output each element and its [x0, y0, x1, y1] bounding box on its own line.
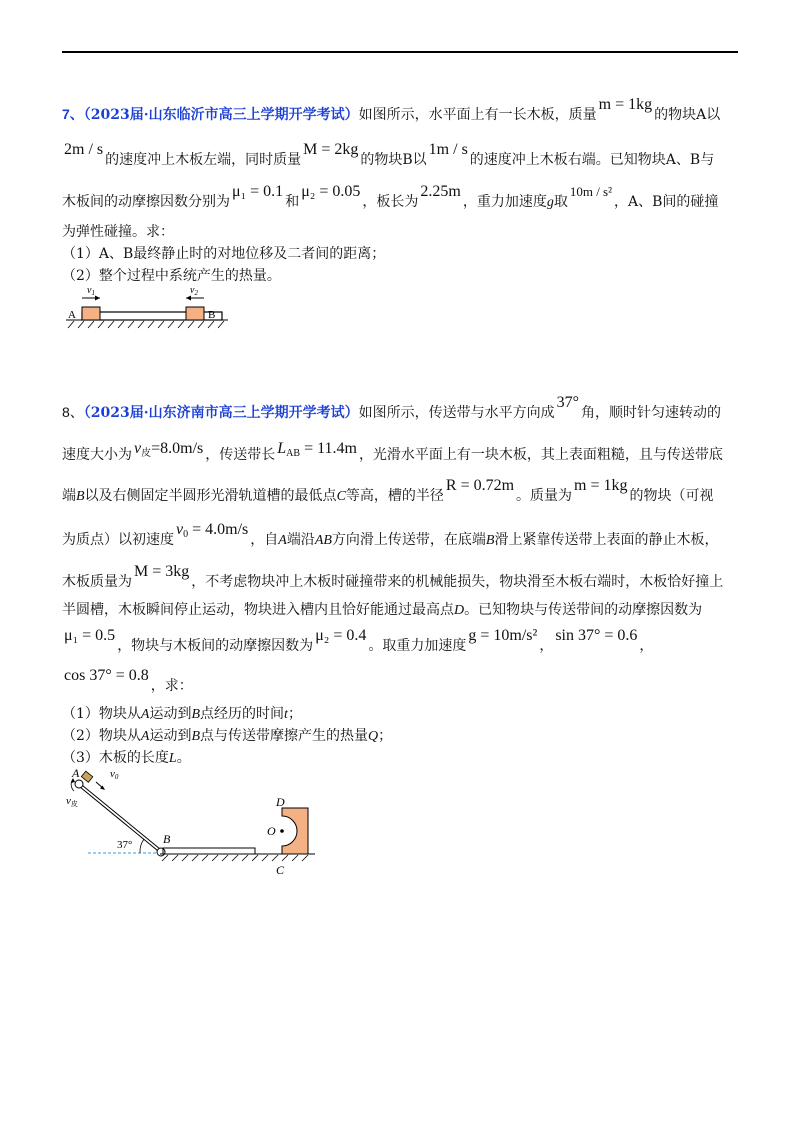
label-b: B [208, 309, 216, 321]
math-mass: m = 1kg [574, 477, 628, 494]
p7-line-2: 2m / s的速度冲上木板左端，同时质量M = 2kg的物块B以1m / s的速度冲上木板右端。已知物块A、B与 [64, 141, 715, 168]
math-g: g = 10m/s² [468, 627, 538, 644]
math-v1: 2m / s [64, 141, 104, 158]
pulley-a [75, 780, 83, 788]
math-g: 10m / s² [569, 184, 613, 199]
v2-arrow-head [186, 296, 191, 301]
math-mass-a: m = 1kg [598, 96, 653, 113]
semicircle-groove [282, 808, 308, 854]
math-belt-speed: $v_皮=8.0m/s$ [134, 440, 204, 459]
label-d: D [276, 795, 285, 809]
p8-line-8: cos 37° = 0.8，求： [64, 667, 193, 694]
math-radius: R = 0.72m [445, 477, 515, 494]
p8-question-2: （2）物块从A运动到B点与传送带摩擦产生的热量Q； [62, 728, 393, 744]
angle-arc [140, 839, 144, 853]
p8-figure [60, 764, 330, 884]
ground-hatch [68, 321, 224, 328]
math-length: 2.25m [420, 183, 461, 200]
header-rule [62, 51, 738, 53]
p7-line-4: 为弹性碰撞。求： [62, 224, 174, 240]
math-mu2: μ₂ = 0.05 [301, 183, 361, 200]
math-v2: 1m / s [428, 141, 468, 158]
label-vbelt: v皮 [66, 795, 78, 808]
center-o [280, 829, 284, 833]
math-board-mass: M = 3kg [134, 563, 190, 580]
p8-line-4: 为质点）以初速度$v_0 = 4.0m/s$，自A端沿AB方向滑上传送带，在底端B滑上紧靠传送带上表面的静止木板， [62, 521, 719, 548]
problem-source: （2023届·山东临沂市高三上学期开学考试） [83, 107, 359, 123]
p8-line-5: 木板质量为M = 3kg，不考虑物块冲上木板时碰撞带来的机械能损失，物块滑至木板右端时，木板恰好撞上 [62, 563, 724, 590]
label-a: A [68, 309, 76, 321]
p8-line-6: 半圆槽，木板瞬间停止运动，物块进入槽内且恰好能通过最高点D。已知物块与传送带间的动摩擦因数为 [62, 602, 703, 618]
label-a: A [72, 766, 80, 780]
math-v0: $v_0 = 4.0m/s$ [176, 521, 249, 540]
math-mu2: μ₂ = 0.4 [315, 627, 367, 644]
p8-question-3: （3）木板的长度L。 [62, 750, 191, 766]
math-mass-b: M = 2kg [303, 141, 359, 158]
v1-arrow-head [95, 296, 100, 301]
math-mu1: μ₁ = 0.5 [64, 627, 116, 644]
math-sin: sin 37° = 0.6 [555, 627, 638, 644]
label-o: O [267, 824, 276, 838]
p7-question-2: （2）整个过程中系统产生的热量。 [62, 268, 281, 284]
label-b: B [163, 832, 171, 846]
problem-number: 7、 [62, 106, 84, 122]
math-mu1: μ₁ = 0.1 [232, 183, 284, 200]
block-b [186, 307, 204, 320]
label-v2: $v_2$ [190, 285, 198, 297]
label-c: C [276, 863, 285, 877]
wooden-board [163, 848, 255, 854]
math-belt-length: $L_{AB} = 11.4m$ [277, 440, 357, 459]
math-cos: cos 37° = 0.8 [64, 667, 149, 684]
math-angle: 37° [556, 394, 580, 411]
label-v0: v0 [110, 768, 119, 781]
p8-line-2: 速度大小为 $v_皮=8.0m/s$ ，传送带长 $L_{AB} = 11.4m$ ，光滑水平面上有一块木板，其上表面粗糙，且与传送带底 [62, 440, 723, 463]
p8-question-1: （1）物块从A运动到B点经历的时间t； [62, 706, 302, 722]
p7-figure [60, 280, 240, 340]
block [81, 771, 92, 782]
p7-line-1: 7、（2023届·山东临沂市高三上学期开学考试）如图所示，水平面上有一长木板，质量m = 1kg的物块A以 [62, 96, 721, 123]
block-a [82, 307, 100, 320]
problem-number: 8、 [62, 404, 84, 420]
p8-line-1: 8、（2023届·山东济南市高三上学期开学考试）如图所示，传送带与水平方向成37°角，顺时针匀速转动的 [62, 394, 722, 421]
ground-hatch [162, 855, 308, 861]
p8-line-7: μ₁ = 0.5，物块与木板间的动摩擦因数为μ₂ = 0.4。取重力加速度g = 10m/s²，sin 37° = 0.6， [64, 627, 654, 654]
pulley-b [157, 848, 165, 856]
label-v1: $v_1$ [87, 285, 95, 297]
problem-source: （2023届·山东济南市高三上学期开学考试） [83, 405, 359, 421]
p8-line-3: 端B以及右侧固定半圆形光滑轨道槽的最低点C等高，槽的半径R = 0.72m。质量为m = 1kg的物块（可视 [62, 477, 714, 504]
p7-question-1: （1）A、B最终静止时的对地位移及二者间的距离； [62, 246, 386, 262]
label-angle: 37° [117, 839, 133, 851]
p7-line-3: 木板间的动摩擦因数分别为μ₁ = 0.1和μ₂ = 0.05，板长为2.25m，重力加速度g取10m / s²，A、B间的碰撞 [62, 183, 719, 210]
